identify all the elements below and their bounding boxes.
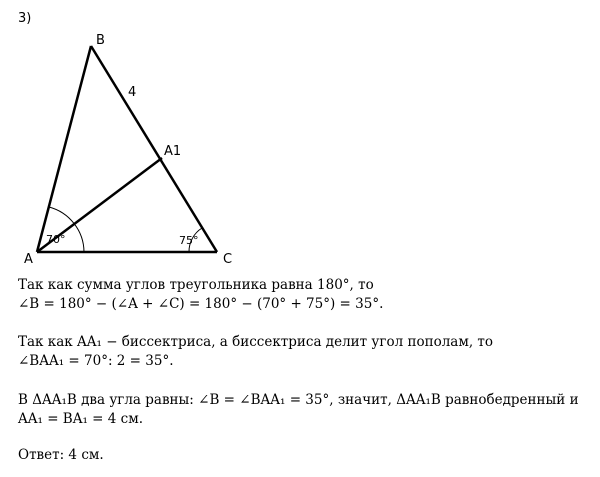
text-line: ∠BAA₁ = 70°: 2 = 35°.: [18, 353, 174, 369]
text-line: Так как AA₁ − биссектриса, а биссектриса делит угол пополам, то: [18, 334, 493, 350]
label-angle-c: 75°: [179, 234, 199, 247]
paragraph-angle-sum: [18, 276, 383, 314]
side-bc: [91, 46, 217, 252]
label-angle-a: 70°: [46, 233, 66, 246]
paragraph-bisector: [18, 333, 493, 371]
answer-line: [18, 446, 104, 465]
text-line: ∠B = 180° − (∠A + ∠C) = 180° − (70° + 75°) = 35°.: [18, 296, 384, 312]
side-ab: [37, 46, 91, 252]
text-line: AA₁ = BA₁ = 4 см.: [18, 411, 144, 427]
text-line: Так как сумма углов треугольника равна 180°, то: [18, 277, 374, 293]
answer-text: Ответ: 4 см.: [18, 447, 104, 463]
label-b: B: [96, 33, 105, 48]
label-a: A: [24, 252, 33, 267]
label-side-4: 4: [128, 85, 137, 100]
paragraph-isosceles: [18, 391, 579, 429]
label-a1: A1: [164, 144, 182, 159]
problem-number: 3): [18, 11, 32, 26]
text-line: В ΔAA₁B два угла равны: ∠B = ∠BAA₁ = 35°, значит, ΔAA₁B равнобедренный и: [18, 392, 579, 408]
label-c: C: [223, 252, 233, 267]
